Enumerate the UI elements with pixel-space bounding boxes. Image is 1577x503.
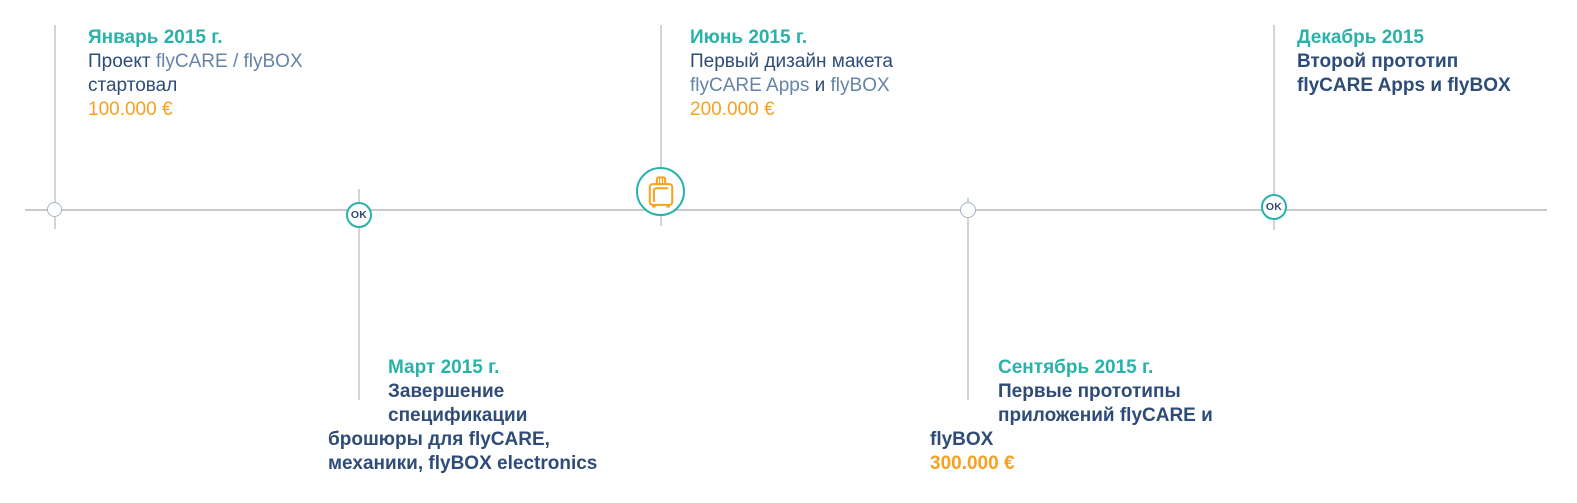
entry-text-line: спецификации xyxy=(388,405,528,426)
milestone-dot-september xyxy=(960,202,976,218)
suitcase-icon xyxy=(646,175,676,209)
entry-text-line: приложений flyCARE и xyxy=(998,405,1213,426)
timeline-axis-line xyxy=(25,209,1547,211)
entry-text-line: flyCARE Apps и flyBOX xyxy=(1297,75,1511,96)
ok-badge-december xyxy=(1261,194,1287,220)
month-label: Январь 2015 г. xyxy=(88,27,223,48)
price-label: 200.000 € xyxy=(690,99,775,120)
milestone-node-june xyxy=(636,167,685,216)
entry-text-line: брошюры для flyCARE, xyxy=(328,429,550,450)
entry-text-line: flyBOX xyxy=(930,429,994,450)
ok-badge-label: OK xyxy=(350,209,368,221)
entry-text-line: стартовал xyxy=(88,75,178,96)
entry-december xyxy=(1297,26,1511,98)
entry-text-line: механики, flyBOX electronics xyxy=(328,453,598,474)
entry-january xyxy=(88,26,303,122)
connector-line-january xyxy=(54,25,56,229)
entry-june xyxy=(690,26,893,122)
month-label: Июнь 2015 г. xyxy=(690,27,808,48)
price-label: 300.000 € xyxy=(930,453,1015,474)
entry-text-line: Проект flyCARE / flyBOX xyxy=(88,51,303,72)
milestone-dot-january xyxy=(47,202,62,217)
month-label: Сентябрь 2015 г. xyxy=(998,357,1154,378)
entry-march xyxy=(328,356,597,476)
entry-text-line: Первые прототипы xyxy=(998,381,1181,402)
ok-badge-march xyxy=(346,202,372,228)
entry-text-line: flyCARE Apps и flyBOX xyxy=(690,75,890,96)
price-label: 100.000 € xyxy=(88,99,173,120)
entry-text-line: Первый дизайн макета xyxy=(690,51,893,72)
ok-badge-label: OK xyxy=(1265,201,1283,213)
entry-september xyxy=(930,356,1213,476)
month-label: Март 2015 г. xyxy=(388,357,500,378)
month-label: Декабрь 2015 xyxy=(1297,27,1424,48)
entry-text-line: Второй прототип xyxy=(1297,51,1459,72)
entry-text-line: Завершение xyxy=(388,381,505,402)
